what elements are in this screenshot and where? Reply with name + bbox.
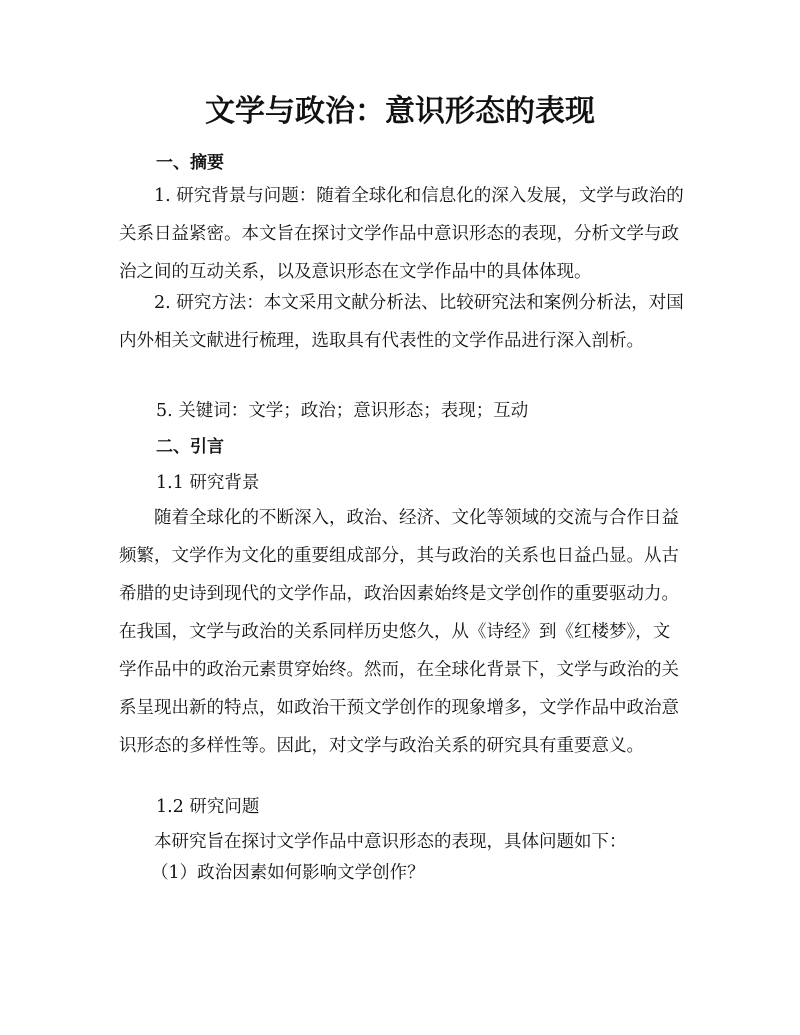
- abstract-item-1: 1. 研究背景与问题：随着全球化和信息化的深入发展，文学与政治的关系日益紧密。本文旨在探讨文学作品中意识形态的表现，分析文学与政治之间的互动关系，以及意识形态在文学作品中的具体体现。: [119, 186, 684, 282]
- abstract-keywords: 5. 关键词：文学；政治；意识形态；表现；互动: [156, 401, 529, 421]
- abstract-heading: 一、摘要: [156, 153, 224, 173]
- research-question-heading: 1.2 研究问题: [156, 797, 260, 817]
- research-question-text: 本研究旨在探讨文学作品中意识形态的表现，具体问题如下：: [154, 832, 627, 852]
- research-question-1: （1）政治因素如何影响文学创作？: [151, 863, 425, 883]
- research-background-heading: 1.1 研究背景: [156, 473, 260, 493]
- research-background-text: 随着全球化的不断深入，政治、经济、文化等领域的交流与合作日益频繁，文学作为文化的重要组成部分，其与政治的关系也日益凸显。从古希腊的史诗到现代的文学作品，政治因素始终是文学创作的重要驱动力。在我国，文学与政治的关系同样历史悠久，从《诗经》到《红楼梦》，文学作品中的政治元素贯穿始终。然而，在全球化背景下，文学与政治的关系呈现出新的特点，如政治干预文学创作的现象增多，文学作品中政治意识形态的多样性等。因此，对文学与政治关系的研究具有重要意义。: [119, 508, 679, 756]
- page-title: 文学与政治：意识形态的表现: [205, 94, 595, 129]
- intro-heading: 二、引言: [156, 437, 224, 457]
- abstract-item-2: 2. 研究方法：本文采用文献分析法、比较研究法和案例分析法，对国内外相关文献进行梳理，选取具有代表性的文学作品进行深入剖析。: [119, 293, 684, 351]
